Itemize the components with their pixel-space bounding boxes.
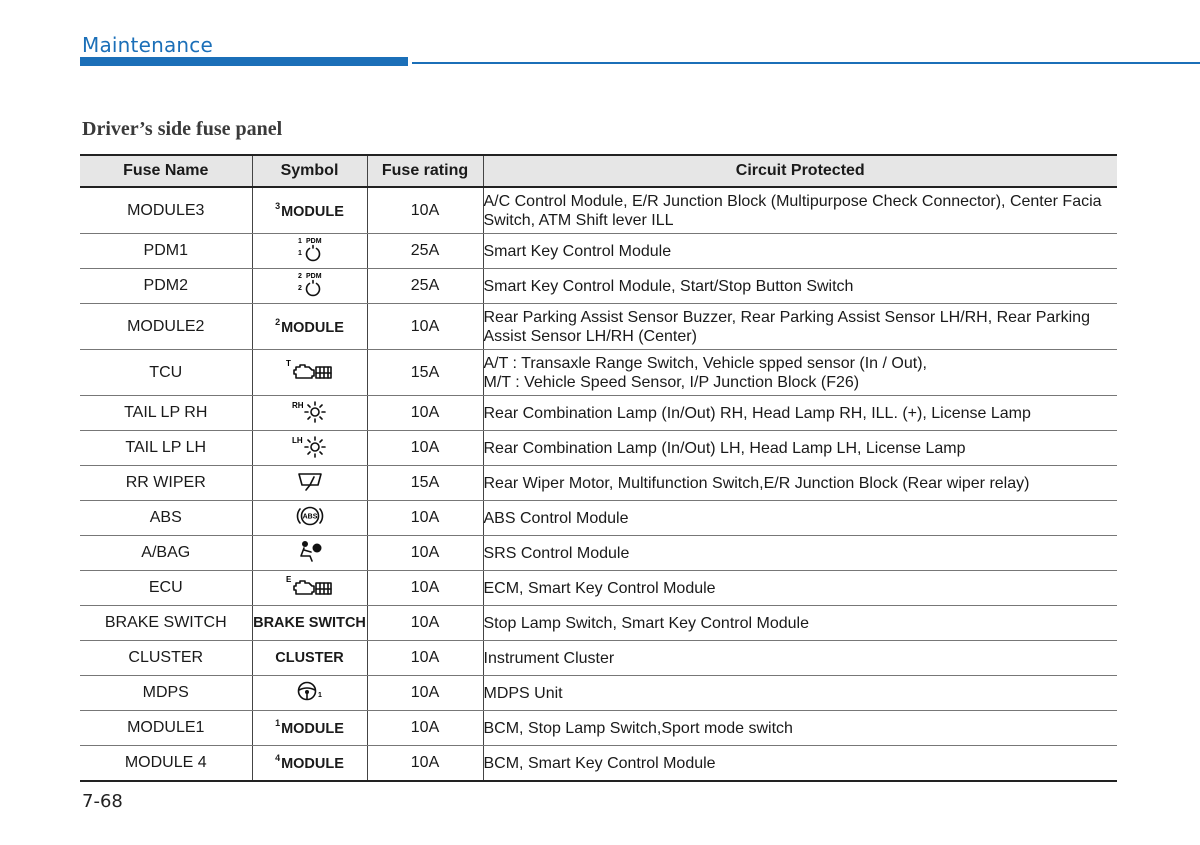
engine-transmission-icon bbox=[281, 574, 339, 603]
table-row bbox=[80, 234, 1117, 269]
fuse-rating-cell: 10A bbox=[367, 746, 483, 782]
circuit-cell bbox=[483, 536, 1117, 571]
fuse-name-cell: PDM1 bbox=[80, 234, 252, 269]
table-row bbox=[80, 431, 1117, 466]
power-button-icon bbox=[287, 270, 333, 303]
table-row bbox=[80, 466, 1117, 501]
power-button-icon bbox=[287, 235, 333, 268]
table-row bbox=[80, 746, 1117, 782]
symbol-cell bbox=[252, 711, 367, 746]
symbol-text: CLUSTER bbox=[275, 650, 344, 666]
symbol-cell bbox=[252, 501, 367, 536]
fuse-name-cell: A/BAG bbox=[80, 536, 252, 571]
fuse-rating-cell: 10A bbox=[367, 304, 483, 350]
symbol-label: PDM bbox=[305, 237, 322, 245]
fuse-rating-cell: 10A bbox=[367, 431, 483, 466]
engine-transmission-icon bbox=[281, 358, 339, 387]
fuse-name-cell: MODULE3 bbox=[80, 187, 252, 234]
symbol-text: MODULE bbox=[281, 721, 344, 737]
table-row bbox=[80, 536, 1117, 571]
symbol-prefix: 1 bbox=[297, 237, 302, 245]
circuit-line: Stop Lamp Switch, Smart Key Control Module bbox=[483, 614, 809, 632]
table-row bbox=[80, 396, 1117, 431]
circuit-cell bbox=[483, 641, 1117, 676]
steering-wheel-icon bbox=[294, 679, 326, 708]
circuit-cell bbox=[483, 431, 1117, 466]
fuse-rating-cell: 25A bbox=[367, 269, 483, 304]
fuse-rating-cell: 15A bbox=[367, 466, 483, 501]
circuit-cell bbox=[483, 304, 1117, 350]
symbol-cell bbox=[252, 536, 367, 571]
circuit-cell bbox=[483, 350, 1117, 396]
symbol-prefix: RH bbox=[291, 400, 304, 410]
fuse-rating-cell: 10A bbox=[367, 536, 483, 571]
fuse-name-cell: CLUSTER bbox=[80, 641, 252, 676]
fuse-rating-cell: 10A bbox=[367, 187, 483, 234]
circuit-cell bbox=[483, 711, 1117, 746]
circuit-cell bbox=[483, 571, 1117, 606]
circuit-cell bbox=[483, 501, 1117, 536]
fuse-rating-cell: 10A bbox=[367, 571, 483, 606]
fuse-name-cell: TCU bbox=[80, 350, 252, 396]
table-row bbox=[80, 571, 1117, 606]
symbol-prefix: E bbox=[285, 574, 291, 584]
circuit-cell bbox=[483, 269, 1117, 304]
symbol-text: MODULE bbox=[281, 203, 344, 220]
fuse-rating-cell: 10A bbox=[367, 641, 483, 676]
table-row bbox=[80, 606, 1117, 641]
circuit-line: BCM, Stop Lamp Switch,Sport mode switch bbox=[483, 719, 793, 737]
symbol-prefix: T bbox=[285, 359, 291, 368]
header-rule-thick bbox=[80, 57, 408, 66]
symbol-superscript: 3 bbox=[275, 200, 281, 211]
fuse-rating-cell: 10A bbox=[367, 501, 483, 536]
symbol-prefix: 1 bbox=[297, 249, 302, 257]
tail-lamp-icon bbox=[289, 434, 331, 463]
circuit-line: Rear Parking Assist Sensor Buzzer, Rear Parking Assist Sensor LH/RH, Rear Parking bbox=[483, 308, 1090, 326]
airbag-icon bbox=[296, 539, 324, 568]
symbol-text: MODULE bbox=[281, 319, 344, 336]
symbol-cell bbox=[252, 187, 367, 234]
symbol-cell bbox=[252, 431, 367, 466]
panel-title: Driver’s side fuse panel bbox=[82, 118, 283, 140]
fuse-name-cell: BRAKE SWITCH bbox=[80, 606, 252, 641]
fuse-name-cell: RR WIPER bbox=[80, 466, 252, 501]
circuit-line: Rear Wiper Motor, Multifunction Switch,E/R Junction Block (Rear wiper relay) bbox=[483, 474, 1030, 492]
symbol-cell bbox=[252, 466, 367, 501]
circuit-cell bbox=[483, 466, 1117, 501]
symbol-label: PDM bbox=[305, 272, 322, 280]
fuse-name-cell: MODULE1 bbox=[80, 711, 252, 746]
circuit-line: A/T : Transaxle Range Switch, Vehicle spped sensor (In / Out), bbox=[483, 354, 927, 372]
symbol-label: ABS bbox=[302, 513, 317, 520]
fuse-name-cell: PDM2 bbox=[80, 269, 252, 304]
circuit-cell bbox=[483, 234, 1117, 269]
symbol-cell bbox=[252, 269, 367, 304]
abs-icon bbox=[295, 503, 325, 534]
table-row bbox=[80, 269, 1117, 304]
table-row bbox=[80, 350, 1117, 396]
symbol-text: MODULE bbox=[281, 756, 344, 772]
table-row bbox=[80, 641, 1117, 676]
circuit-line: SRS Control Module bbox=[483, 544, 630, 562]
circuit-cell bbox=[483, 676, 1117, 711]
circuit-cell bbox=[483, 396, 1117, 431]
symbol-cell bbox=[252, 350, 367, 396]
column-header: Circuit Protected bbox=[483, 155, 1117, 187]
table-row bbox=[80, 501, 1117, 536]
circuit-line: Smart Key Control Module, Start/Stop Button Switch bbox=[483, 277, 854, 295]
symbol-text: BRAKE SWITCH bbox=[253, 615, 366, 631]
column-header: Fuse rating bbox=[367, 155, 483, 187]
fuse-rating-cell: 10A bbox=[367, 676, 483, 711]
fuse-name-cell: MODULE 4 bbox=[80, 746, 252, 782]
circuit-line: ECM, Smart Key Control Module bbox=[483, 579, 716, 597]
tail-lamp-icon bbox=[289, 399, 331, 428]
page-number: 7-68 bbox=[82, 791, 123, 812]
symbol-superscript: 2 bbox=[275, 316, 281, 327]
circuit-line: Rear Combination Lamp (In/Out) LH, Head Lamp LH, License Lamp bbox=[483, 439, 966, 457]
fuse-name-cell: ECU bbox=[80, 571, 252, 606]
symbol-cell bbox=[252, 304, 367, 350]
symbol-cell bbox=[252, 234, 367, 269]
table-row bbox=[80, 676, 1117, 711]
circuit-line: BCM, Smart Key Control Module bbox=[483, 754, 716, 772]
symbol-prefix: 2 bbox=[297, 272, 302, 280]
symbol-superscript: 1 bbox=[275, 718, 281, 728]
symbol-cell bbox=[252, 676, 367, 711]
fuse-name-cell: TAIL LP LH bbox=[80, 431, 252, 466]
fuse-rating-cell: 10A bbox=[367, 396, 483, 431]
circuit-line: Smart Key Control Module bbox=[483, 242, 672, 260]
circuit-cell bbox=[483, 606, 1117, 641]
table-row bbox=[80, 711, 1117, 746]
symbol-superscript: 4 bbox=[275, 753, 281, 763]
symbol-prefix: LH bbox=[291, 435, 303, 445]
circuit-line: M/T : Vehicle Speed Sensor, I/P Junction Block (F26) bbox=[483, 373, 860, 391]
fuse-rating-cell: 15A bbox=[367, 350, 483, 396]
circuit-line: A/C Control Module, E/R Junction Block (Multipurpose Check Connector), Center Facia bbox=[483, 192, 1102, 210]
symbol-cell bbox=[252, 606, 367, 641]
fuse-table bbox=[80, 154, 1117, 782]
symbol-cell bbox=[252, 396, 367, 431]
fuse-name-cell: MODULE2 bbox=[80, 304, 252, 350]
fuse-name-cell: TAIL LP RH bbox=[80, 396, 252, 431]
table-row bbox=[80, 304, 1117, 350]
header-rule-thin bbox=[412, 62, 1200, 64]
circuit-cell bbox=[483, 746, 1117, 782]
fuse-rating-cell: 10A bbox=[367, 606, 483, 641]
table-header-row bbox=[80, 155, 1117, 187]
fuse-name-cell: ABS bbox=[80, 501, 252, 536]
circuit-line: ABS Control Module bbox=[483, 509, 629, 527]
column-header: Fuse Name bbox=[80, 155, 252, 187]
fuse-name-cell: MDPS bbox=[80, 676, 252, 711]
rear-wiper-icon bbox=[296, 470, 324, 497]
fuse-rating-cell: 10A bbox=[367, 711, 483, 746]
circuit-line: Switch, ATM Shift lever ILL bbox=[483, 211, 674, 229]
circuit-line: Instrument Cluster bbox=[483, 649, 615, 667]
circuit-cell bbox=[483, 187, 1117, 234]
fuse-rating-cell: 25A bbox=[367, 234, 483, 269]
circuit-line: Rear Combination Lamp (In/Out) RH, Head Lamp RH, ILL. (+), License Lamp bbox=[483, 404, 1031, 422]
column-header: Symbol bbox=[252, 155, 367, 187]
symbol-prefix: 2 bbox=[297, 284, 302, 292]
symbol-cell bbox=[252, 571, 367, 606]
symbol-suffix: 1 bbox=[317, 691, 322, 699]
section-title: Maintenance bbox=[82, 33, 213, 57]
circuit-line: MDPS Unit bbox=[483, 684, 563, 702]
table-row bbox=[80, 187, 1117, 234]
symbol-cell bbox=[252, 746, 367, 782]
circuit-line: Assist Sensor LH/RH (Center) bbox=[483, 327, 697, 345]
symbol-cell bbox=[252, 641, 367, 676]
